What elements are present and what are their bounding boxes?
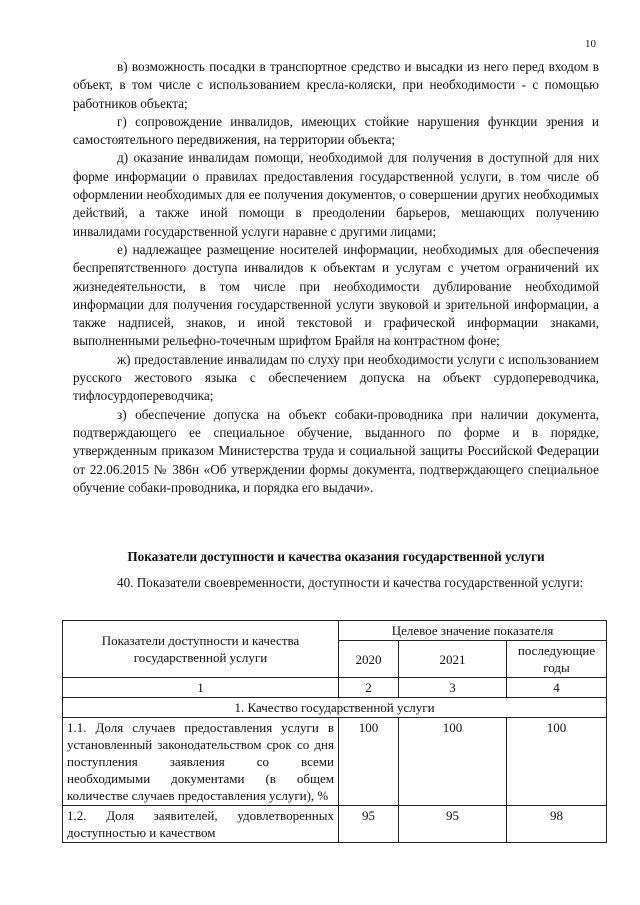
- col-num-4: 4: [507, 678, 607, 698]
- table-row: [63, 806, 607, 843]
- paragraph-40: 40. Показатели своевременности, доступности и качества государственной услуги:: [117, 575, 584, 590]
- col-num-2: 2: [339, 678, 399, 698]
- header-indicator: Показатели доступности и качества государственной услуги: [63, 621, 339, 678]
- indicator-text: 1.1. Доля случаев предоставления услуги в установленный законодательством срок со дня поступления заявления со всеми необходимыми документами (в общем количестве случаев предоставления услуги), %: [63, 718, 339, 806]
- value-next: 100: [507, 718, 607, 806]
- value-2020: 95: [339, 806, 399, 843]
- paragraph-z: з) обеспечение допуска на объект собаки-проводника при наличии документа, подтверждающего ее специальное обучение, выданного по форме и в порядке, утвержденным приказом Министерства труда и социальной защиты Российской Федерации от 22.06.2015 № 386н «Об утверждении формы документа, подтверждающего специальное обучение собаки-проводника, и порядка его выдачи».: [73, 406, 599, 495]
- document-body: [73, 58, 599, 497]
- paragraph-40-wrap: [73, 574, 599, 592]
- section-heading: Показатели доступности и качества оказания государственной услуги: [127, 549, 545, 564]
- col-num-1: 1: [63, 678, 339, 698]
- paragraph-zh: ж) предоставление инвалидам по слуху при необходимости услуги с использованием русского жестового языка с обеспечением допуска на объект сурдопереводчика, тифлосурдопереводчика;: [73, 351, 599, 404]
- indicator-text: 1.2. Доля заявителей, удовлетворенных доступностью и качеством: [63, 806, 339, 843]
- header-year-2021: 2021: [399, 641, 507, 678]
- paragraph-e: е) надлежащее размещение носителей информации, необходимых для обеспечения беспрепятственного доступа инвалидов к объектам и услугам с учетом ограничений их жизнедеятельности, в том числе при необходимости дублирование необходимой информации для получения государственной услуги звуковой и зрительной информации, а также надписей, знаков, и иной текстовой и графической информации знаками, выполненными рельефно-точечным шрифтом Брайля на контрастном фоне;: [73, 241, 599, 349]
- page-number: 10: [585, 38, 596, 50]
- table-section-row: [63, 698, 607, 718]
- table-column-numbers: [63, 678, 607, 698]
- paragraph-d: д) оказание инвалидам помощи, необходимой для получения в доступной для них форме информации о правилах предоставления государственной услуги, в том числе об оформлении необходимых для ее получения документов, о совершении других необходимых действий, а также иной помощи в преодолении барьеров, мешающих получению инвалидами государственной услуги наравне с другими лицами;: [73, 150, 599, 239]
- header-year-2020: 2020: [339, 641, 399, 678]
- paragraph-v: в) возможность посадки в транспортное средство и высадки из него перед входом в объект, в том числе с использованием кресла-коляски, при необходимости - с помощью работников объекта;: [73, 59, 599, 111]
- header-target-value: Целевое значение показателя: [339, 621, 607, 641]
- indicators-table: [62, 620, 607, 843]
- table-header-row: [63, 621, 607, 641]
- table-row: [63, 718, 607, 806]
- header-year-next: последующие годы: [507, 641, 607, 678]
- value-2020: 100: [339, 718, 399, 806]
- value-2021: 95: [399, 806, 507, 843]
- col-num-3: 3: [399, 678, 507, 698]
- section-quality: 1. Качество государственной услуги: [63, 698, 607, 718]
- value-next: 98: [507, 806, 607, 843]
- value-2021: 100: [399, 718, 507, 806]
- paragraph-g: г) сопровождение инвалидов, имеющих стойкие нарушения функции зрения и самостоятельного передвижения, на территории объекта;: [73, 113, 599, 148]
